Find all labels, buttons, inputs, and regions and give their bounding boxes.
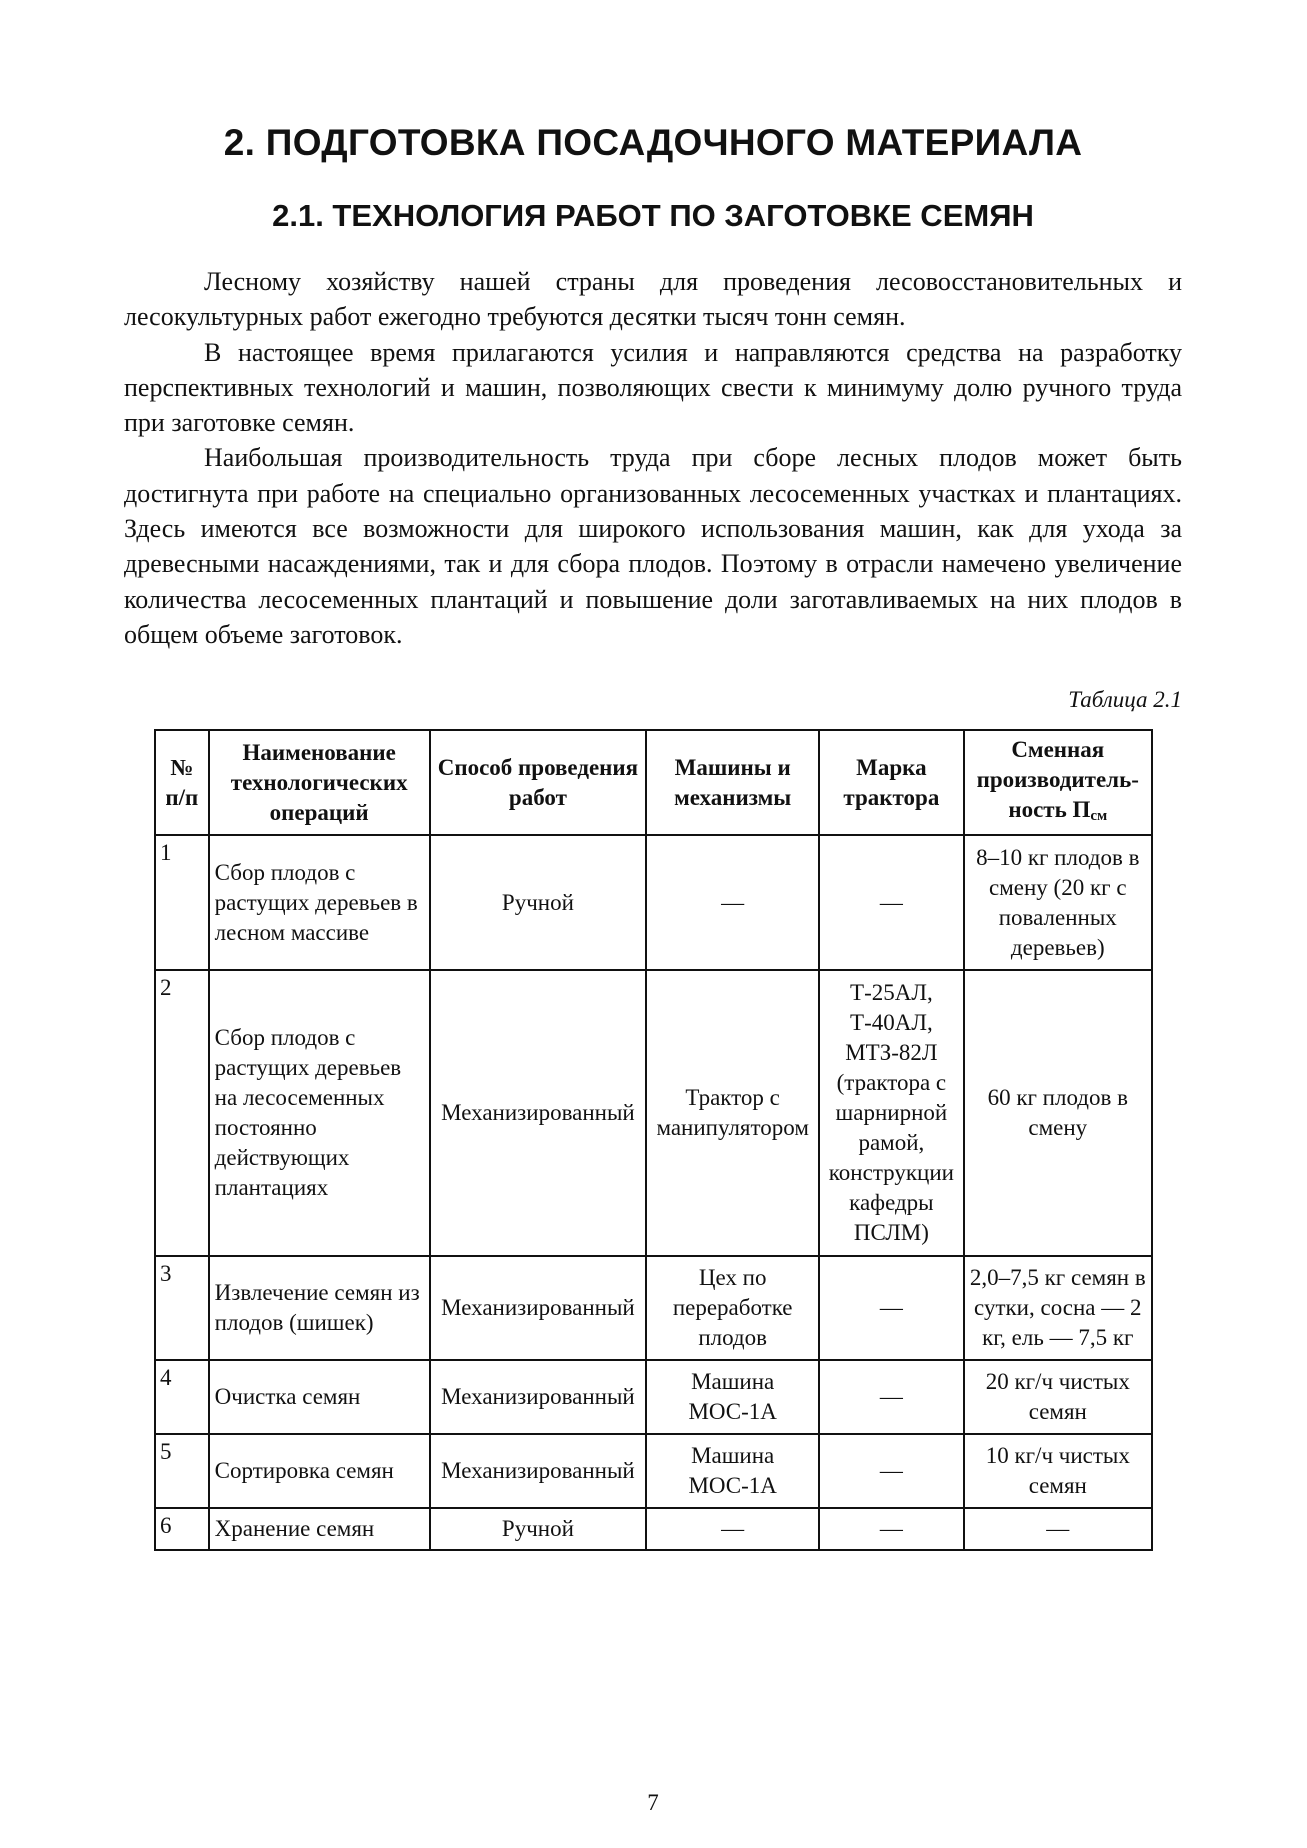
row-productivity: 20 кг/ч чистых семян [964,1360,1152,1434]
table-row [155,1434,1152,1508]
table-caption: Таблица 2.1 [1068,687,1182,712]
row-productivity: 10 кг/ч чистых семян [964,1434,1152,1508]
header-productivity-label: Сменная производитель-ность П [976,736,1139,822]
table-header-row [155,730,1152,835]
row-num: 2 [155,970,209,1256]
row-machines: Цех по переработке плодов [646,1256,819,1360]
row-method: Механизированный [430,1360,646,1434]
header-machines: Машины и механизмы [646,730,819,835]
row-operation: Извлечение семян из плодов (шишек) [209,1256,430,1360]
row-tractor: Т-25АЛ, Т-40АЛ, МТЗ-82Л (трактора с шарнирной рамой, конструкции кафедры ПСЛМ) [819,970,963,1256]
technology-table [154,729,1153,1551]
table-row [155,1256,1152,1360]
header-method: Способ проведения работ [430,730,646,835]
section-title: 2.1. ТЕХНОЛОГИЯ РАБОТ ПО ЗАГОТОВКЕ СЕМЯН [272,198,1034,233]
row-tractor: — [819,1508,963,1550]
header-productivity [964,730,1152,835]
row-num: 4 [155,1360,209,1434]
row-productivity: 60 кг плодов в смену [964,970,1152,1256]
row-machines: — [646,835,819,970]
row-tractor: — [819,835,963,970]
row-method: Ручной [430,835,646,970]
row-operation: Очистка семян [209,1360,430,1434]
table-row [155,1508,1152,1550]
table-row [155,970,1152,1256]
row-machines: Машина МОС-1А [646,1434,819,1508]
row-operation: Сбор плодов с растущих деревьев на лесосеменных постоянно действующих плантациях [209,970,430,1256]
row-num: 1 [155,835,209,970]
page-number: 7 [647,1790,659,1815]
row-num: 6 [155,1508,209,1550]
row-operation: Сортировка семян [209,1434,430,1508]
row-method: Механизированный [430,970,646,1256]
row-num: 3 [155,1256,209,1360]
header-operation: Наименование технологических операций [209,730,430,835]
row-tractor: — [819,1360,963,1434]
header-tractor: Марка трактора [819,730,963,835]
row-num: 5 [155,1434,209,1508]
table-row [155,1360,1152,1434]
row-productivity: 2,0–7,5 кг семян в сутки, сосна — 2 кг, ель — 7,5 кг [964,1256,1152,1360]
row-machines: Машина МОС-1А [646,1360,819,1434]
header-num: № п/п [155,730,209,835]
table-row [155,835,1152,970]
row-tractor: — [819,1434,963,1508]
row-operation: Хранение семян [209,1508,430,1550]
row-productivity: — [964,1508,1152,1550]
row-method: Ручной [430,1508,646,1550]
body-text [124,264,1182,652]
chapter-title: 2. ПОДГОТОВКА ПОСАДОЧНОГО МАТЕРИАЛА [223,122,1083,163]
row-method: Механизированный [430,1256,646,1360]
row-method: Механизированный [430,1434,646,1508]
row-machines: — [646,1508,819,1550]
header-productivity-subscript: см [1090,807,1108,824]
row-productivity: 8–10 кг плодов в смену (20 кг с поваленных деревьев) [964,835,1152,970]
row-machines: Трактор с манипулятором [646,970,819,1256]
row-operation: Сбор плодов с растущих деревьев в лесном массиве [209,835,430,970]
paragraph: В настоящее время прилагаются усилия и направляются средства на разработку перспективных технологий и машин, позволяющих свести к минимуму долю ручного труда при заготовке семян. [124,337,1182,438]
row-tractor: — [819,1256,963,1360]
paragraph: Наибольшая производительность труда при сборе лесных плодов может быть достигнута при работе на специально организованных лесосеменных участках и плантациях. Здесь имеются все возможности для широкого использования машин, как для ухода за древесными насаждениями, так и для сбора плодов. Поэтому в отрасли намечено увеличение количества лесосеменных плантаций и повышение доли заготавливаемых на них плодов в общем объеме заготовок. [124,443,1182,649]
paragraph: Лесному хозяйству нашей страны для проведения лесовосстановительных и лесокультурных работ ежегодно требуются десятки тысяч тонн семян. [124,267,1182,332]
